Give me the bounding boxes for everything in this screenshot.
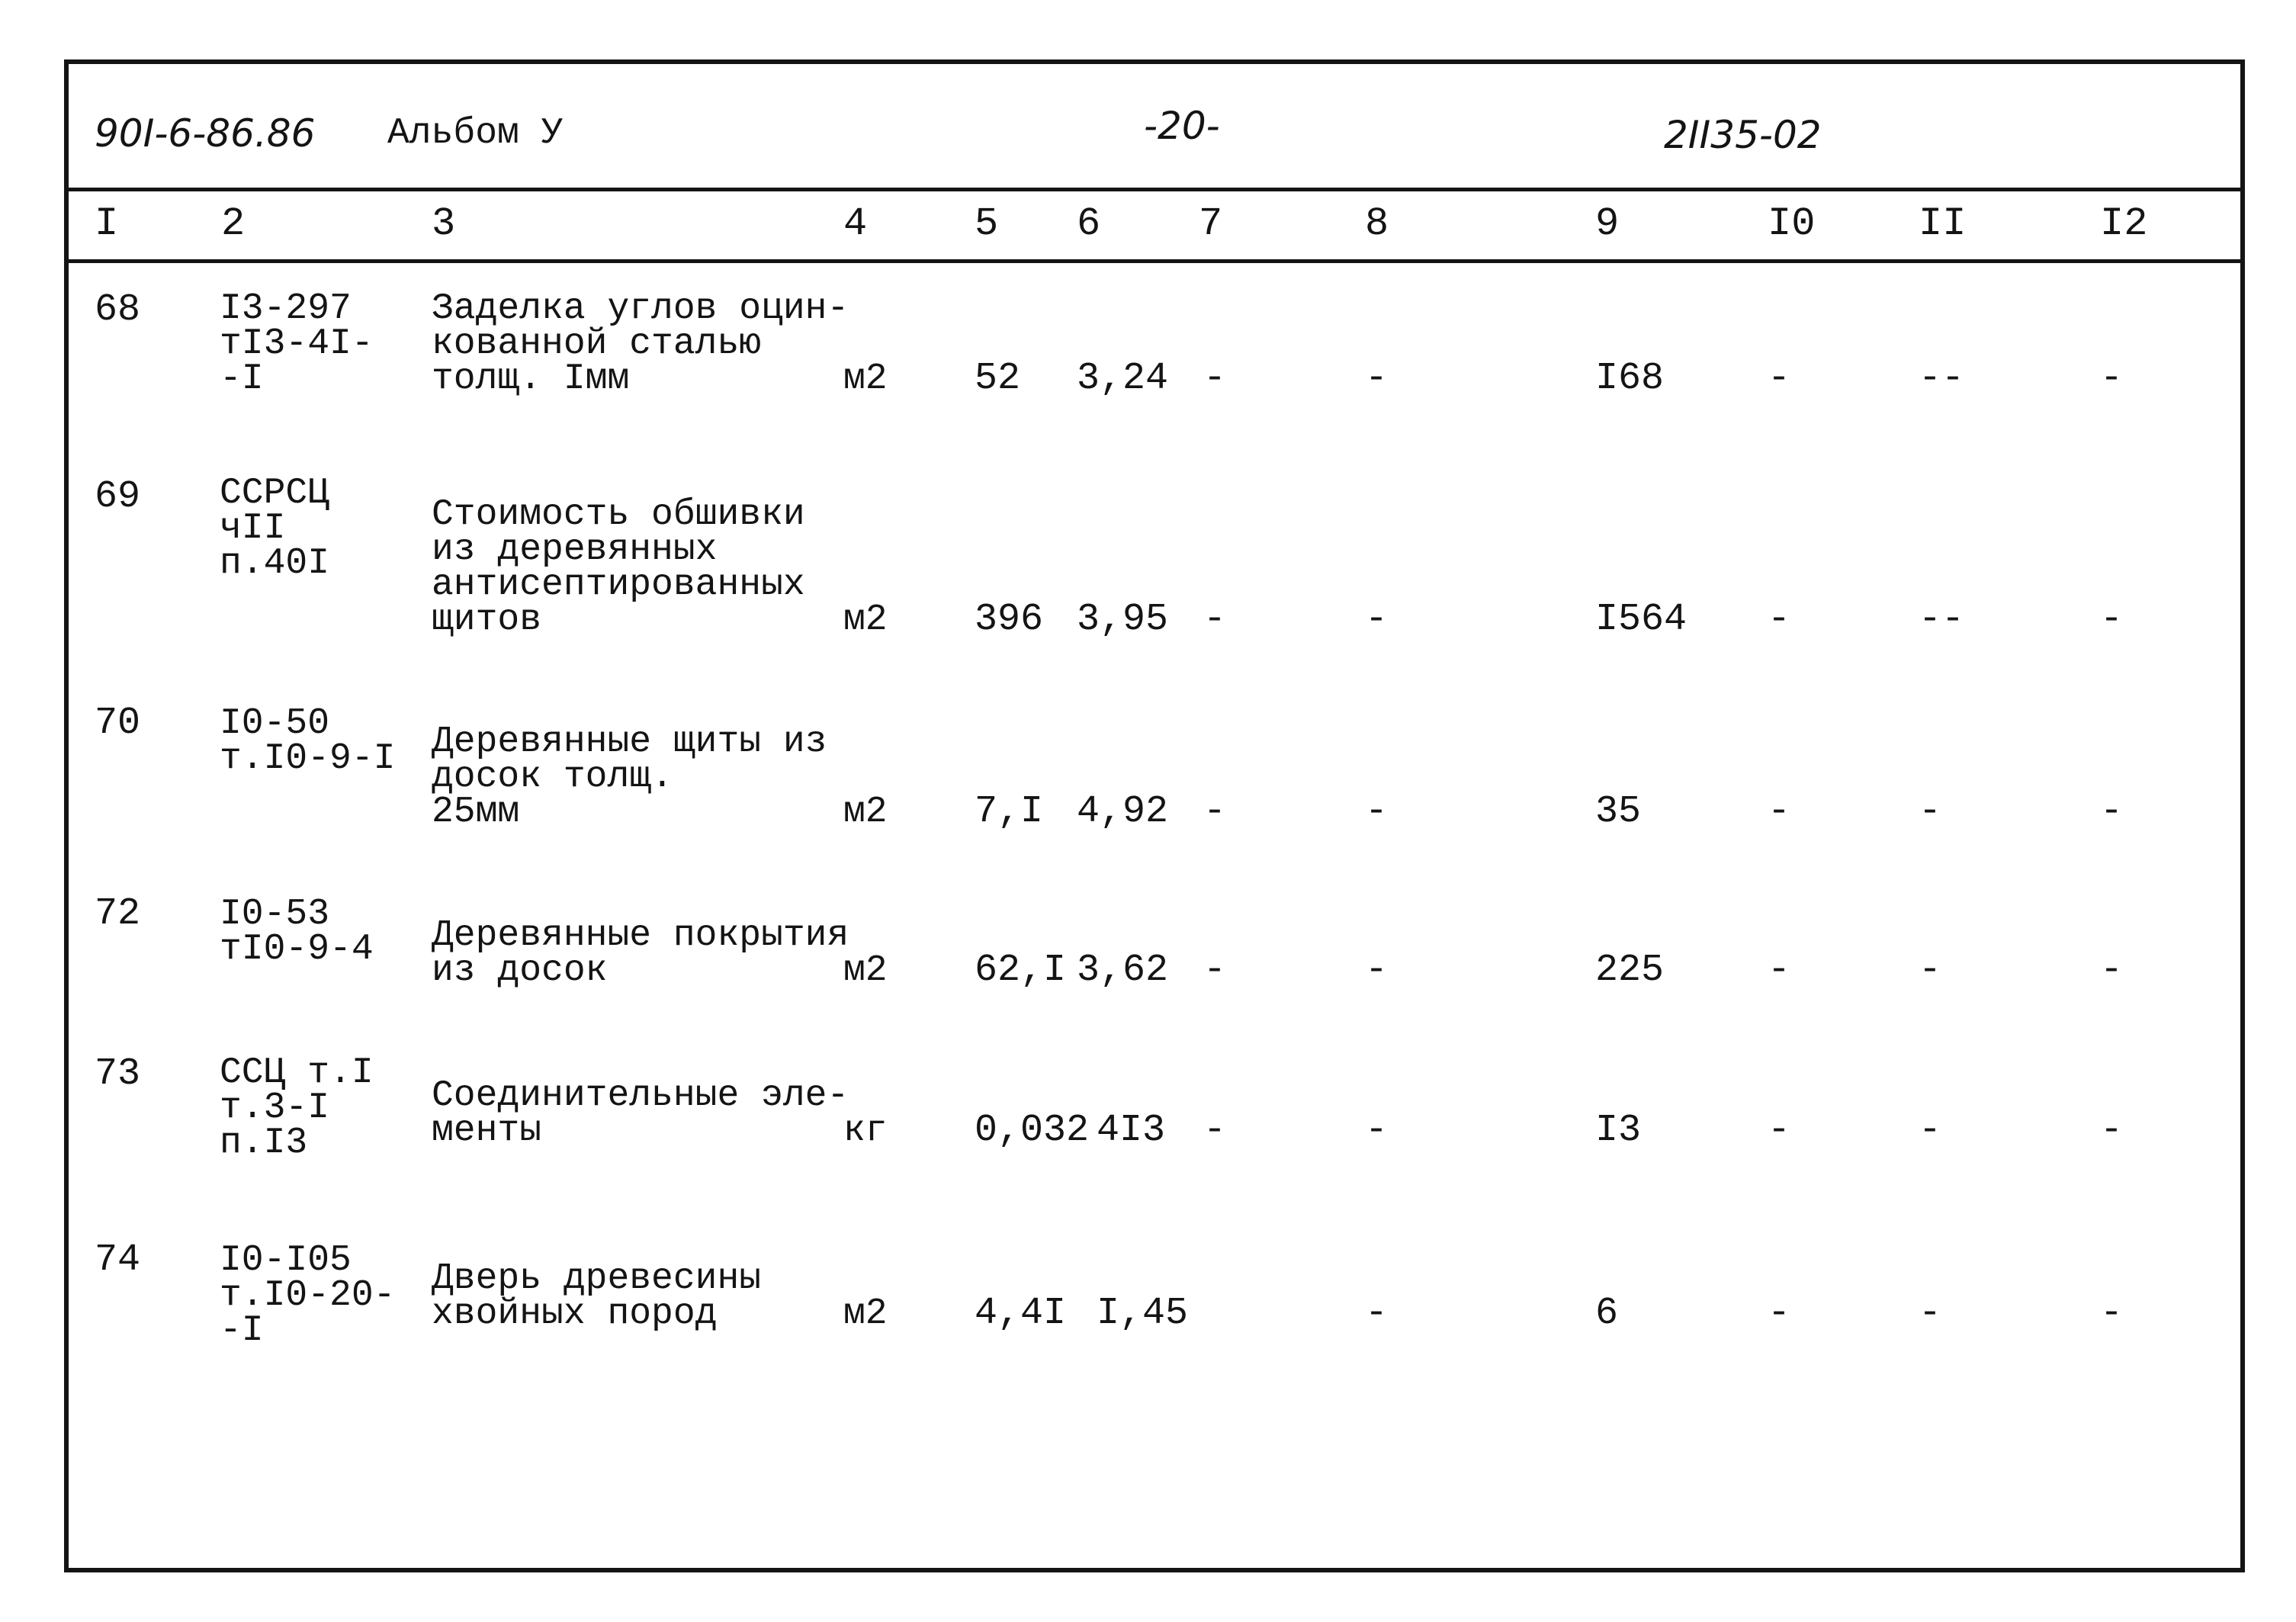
total-cost: I564 <box>1595 598 1687 641</box>
work-description: толщ. Iмм <box>432 358 630 400</box>
unit-cost: 3,24 <box>1077 357 1169 400</box>
norm-code: ССРСЦ <box>220 473 330 514</box>
norm-code: I0-I05 <box>220 1240 352 1281</box>
work-description: Соединительные эле- <box>432 1075 849 1116</box>
col12-value: - <box>2100 1109 2124 1152</box>
work-description: щитов <box>432 599 542 641</box>
column-header: 3 <box>432 201 456 246</box>
norm-code: I0-53 <box>220 894 330 935</box>
unit: м2 <box>843 792 888 833</box>
norm-code: I3-297 <box>220 288 352 329</box>
col12-value: - <box>2100 949 2124 992</box>
drawing-number: 2II35-02 <box>1664 113 1822 157</box>
norm-code: п.40I <box>220 543 330 584</box>
unit: м2 <box>843 1293 888 1335</box>
unit: м2 <box>843 950 888 991</box>
col11-value: - <box>1919 1109 1942 1152</box>
column-header: 4 <box>843 201 868 246</box>
norm-code: тI3-4I- <box>220 323 374 365</box>
row-number: 69 <box>95 475 141 519</box>
col10-value: - <box>1768 1109 1791 1152</box>
col12-value: - <box>2100 357 2124 400</box>
unit: кг <box>843 1110 888 1151</box>
quantity: 52 <box>975 357 1021 400</box>
norm-code: п.I3 <box>220 1123 308 1164</box>
col8-value: - <box>1365 357 1389 400</box>
title-block <box>69 64 2240 191</box>
total-cost: 6 <box>1595 1292 1619 1335</box>
norm-code: ССЦ т.I <box>220 1052 374 1094</box>
column-header: II <box>1919 201 1967 246</box>
col11-value: -- <box>1919 598 1965 641</box>
col11-value: -- <box>1919 357 1965 400</box>
norm-code: I0-50 <box>220 703 330 744</box>
work-description: менты <box>432 1110 542 1151</box>
unit: м2 <box>843 599 888 641</box>
work-description: 25мм <box>432 792 520 833</box>
quantity: 396 <box>975 598 1044 641</box>
form-frame <box>64 59 2245 1572</box>
column-header: I2 <box>2100 201 2148 246</box>
unit: м2 <box>843 358 888 400</box>
column-header: I <box>95 201 119 246</box>
col8-value: - <box>1365 598 1389 641</box>
unit-cost: 4,92 <box>1077 790 1169 833</box>
document-code: 90I-6-86.86 <box>95 111 316 156</box>
work-description: Деревянные покрытия <box>432 915 849 956</box>
work-description: кованной сталью <box>432 323 762 365</box>
norm-code: -I <box>220 1310 264 1351</box>
unit-cost: 4I3 <box>1097 1109 1166 1152</box>
norm-code: чII <box>220 508 286 549</box>
total-cost: 35 <box>1595 790 1642 833</box>
column-header: 8 <box>1365 201 1389 246</box>
work-description: Деревянные щиты из <box>432 721 827 763</box>
col8-value: - <box>1365 949 1389 992</box>
total-cost: 225 <box>1595 949 1665 992</box>
work-description: хвойных пород <box>432 1293 718 1335</box>
work-description: досок толщ. <box>432 756 673 798</box>
col10-value: - <box>1768 1292 1791 1335</box>
column-header: I0 <box>1768 201 1816 246</box>
column-header: 5 <box>975 201 999 246</box>
column-header: 9 <box>1595 201 1620 246</box>
album-label: Альбом У <box>387 113 564 154</box>
work-description: из досок <box>432 950 608 991</box>
row-number: 72 <box>95 892 141 936</box>
column-header-row <box>69 188 2240 263</box>
col7-value: - <box>1203 1109 1227 1152</box>
page-number: -20- <box>1144 104 1220 148</box>
col7-value: - <box>1203 790 1227 833</box>
col7-value: - <box>1203 598 1227 641</box>
total-cost: I68 <box>1595 357 1665 400</box>
col11-value: - <box>1919 790 1942 833</box>
quantity: 0,032 <box>975 1109 1090 1152</box>
column-header: 7 <box>1199 201 1223 246</box>
unit-cost: 3,95 <box>1077 598 1169 641</box>
quantity: 62,I <box>975 949 1067 992</box>
work-description: антисептированных <box>432 564 805 605</box>
norm-code: т.I0-20- <box>220 1275 396 1316</box>
column-header: 2 <box>221 201 246 246</box>
work-description: из деревянных <box>432 529 718 570</box>
col8-value: - <box>1365 1292 1389 1335</box>
work-description: Заделка углов оцин- <box>432 288 849 329</box>
col10-value: - <box>1768 790 1791 833</box>
row-number: 74 <box>95 1238 141 1282</box>
col11-value: - <box>1919 1292 1942 1335</box>
norm-code: т.3-I <box>220 1087 330 1129</box>
col7-value: - <box>1203 357 1227 400</box>
quantity: 4,4I <box>975 1292 1067 1335</box>
col12-value: - <box>2100 598 2124 641</box>
row-number: 73 <box>95 1052 141 1096</box>
column-header: 6 <box>1077 201 1101 246</box>
col12-value: - <box>2100 1292 2124 1335</box>
work-description: Дверь древесины <box>432 1258 762 1299</box>
col8-value: - <box>1365 1109 1389 1152</box>
norm-code: т.I0-9-I <box>220 738 396 779</box>
row-number: 70 <box>95 702 141 745</box>
col10-value: - <box>1768 598 1791 641</box>
work-description: Стоимость обшивки <box>432 494 805 535</box>
col12-value: - <box>2100 790 2124 833</box>
norm-code: -I <box>220 358 264 400</box>
col8-value: - <box>1365 790 1389 833</box>
col11-value: - <box>1919 949 1942 992</box>
norm-code: тI0-9-4 <box>220 929 374 970</box>
unit-cost: 3,62 <box>1077 949 1169 992</box>
row-number: 68 <box>95 288 141 332</box>
col7-value: - <box>1203 949 1227 992</box>
quantity: 7,I <box>975 790 1044 833</box>
col10-value: - <box>1768 949 1791 992</box>
unit-cost: I,45 <box>1097 1292 1189 1335</box>
col10-value: - <box>1768 357 1791 400</box>
total-cost: I3 <box>1595 1109 1642 1152</box>
